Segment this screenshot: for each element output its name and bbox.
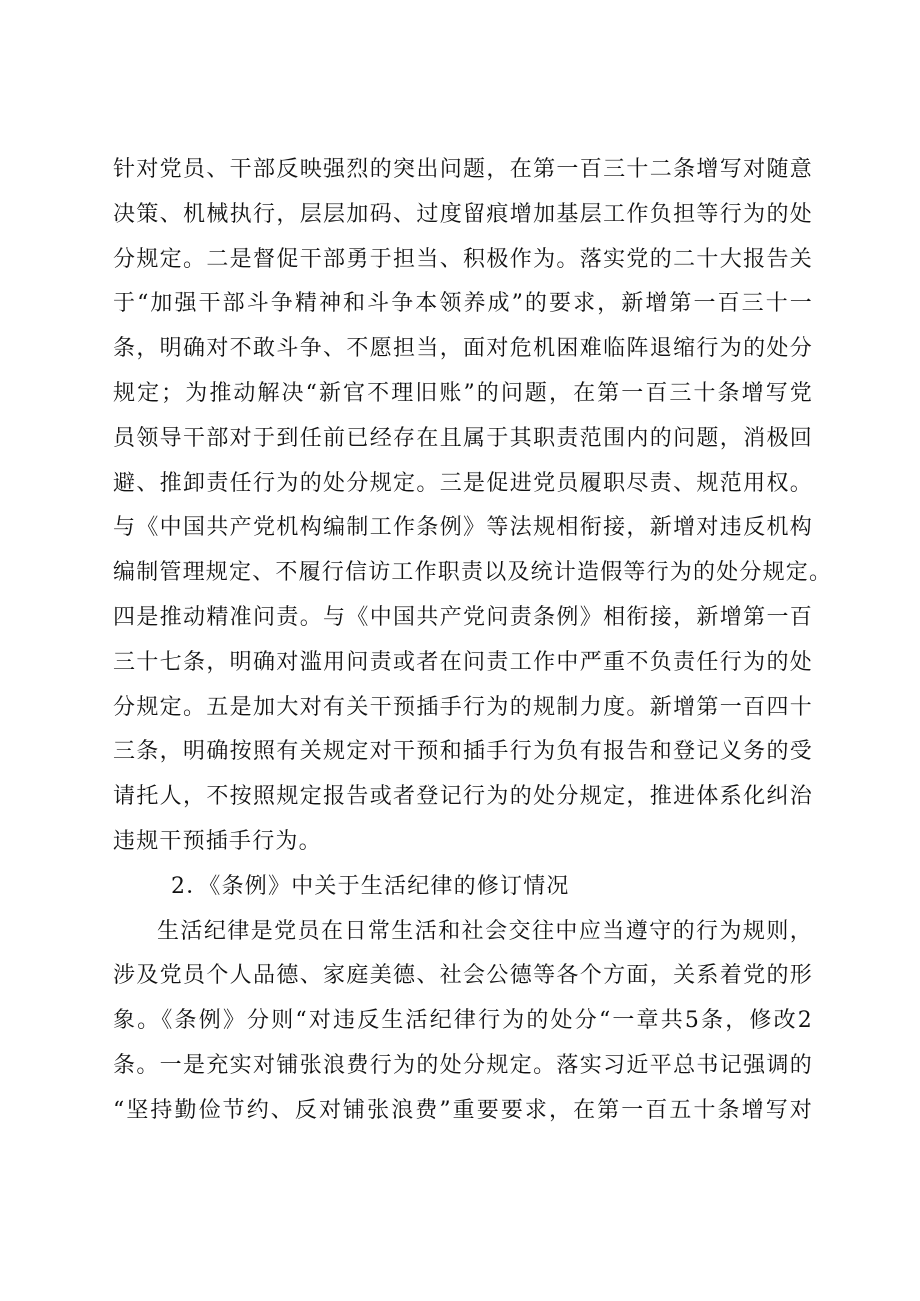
body-line: 请托人，不按照规定报告或者登记行为的处分规定，推进体系化纠治 [113,784,813,810]
body-line: 三条，明确按照有关规定对干预和插手行为负有报告和登记义务的受 [113,739,813,765]
body-line: 违规干预插手行为。 [113,828,322,854]
body-line: 规定；为推动解决“新官不理旧账”的问题，在第一百三十条增写党 [113,380,813,406]
body-line: 员领导干部对于到任前已经存在且属于其职责范围内的问题，消极回 [113,425,813,451]
section-heading: 2．《条例》中关于生活纪律的修订情况 [171,873,570,899]
body-line: 与《中国共产党机构编制工作条例》等法规相衔接，新增对违反机构 [113,515,813,541]
document-body [113,148,833,1134]
body-line: 四是推动精准问责。与《中国共产党问责条例》相衔接，新增第一百 [113,604,813,630]
body-line: 分规定。五是加大对有关干预插手行为的规制力度。新增第一百四十 [113,694,813,720]
body-line: 于“加强干部斗争精神和斗争本领养成”的要求，新增第一百三十一 [113,291,813,317]
body-line: 象。《条例》分则“对违反生活纪律行为的处分“一章共5条，修改2 [113,1008,813,1034]
paragraph-first-line: 生活纪律是党员在日常生活和社会交往中应当遵守的行为规则， [157,918,813,944]
body-line: 条。一是充实对铺张浪费行为的处分规定。落实习近平总书记强调的 [113,1052,813,1078]
body-line: 三十七条，明确对滥用问责或者在问责工作中严重不负责任行为的处 [113,649,813,675]
body-line: 决策、机械执行，层层加码、过度留痕增加基层工作负担等行为的处 [113,201,813,227]
body-line: 避、推卸责任行为的处分规定。三是促进党员履职尽责、规范用权。 [113,470,813,496]
body-line: 分规定。二是督促干部勇于担当、积极作为。落实党的二十大报告关 [113,246,813,272]
body-line: 条，明确对不敢斗争、不愿担当，面对危机困难临阵退缩行为的处分 [113,336,813,362]
body-line: 涉及党员个人品德、家庭美德、社会公德等各个方面，关系着党的形 [113,963,813,989]
body-line: 针对党员、干部反映强烈的突出问题，在第一百三十二条增写对随意 [113,157,813,182]
body-line: 编制管理规定、不履行信访工作职责以及统计造假等行为的处分规定。 [113,560,833,586]
body-line: “坚持勤俭节约、反对铺张浪费”重要要求，在第一百五十条增写对 [113,1097,813,1123]
